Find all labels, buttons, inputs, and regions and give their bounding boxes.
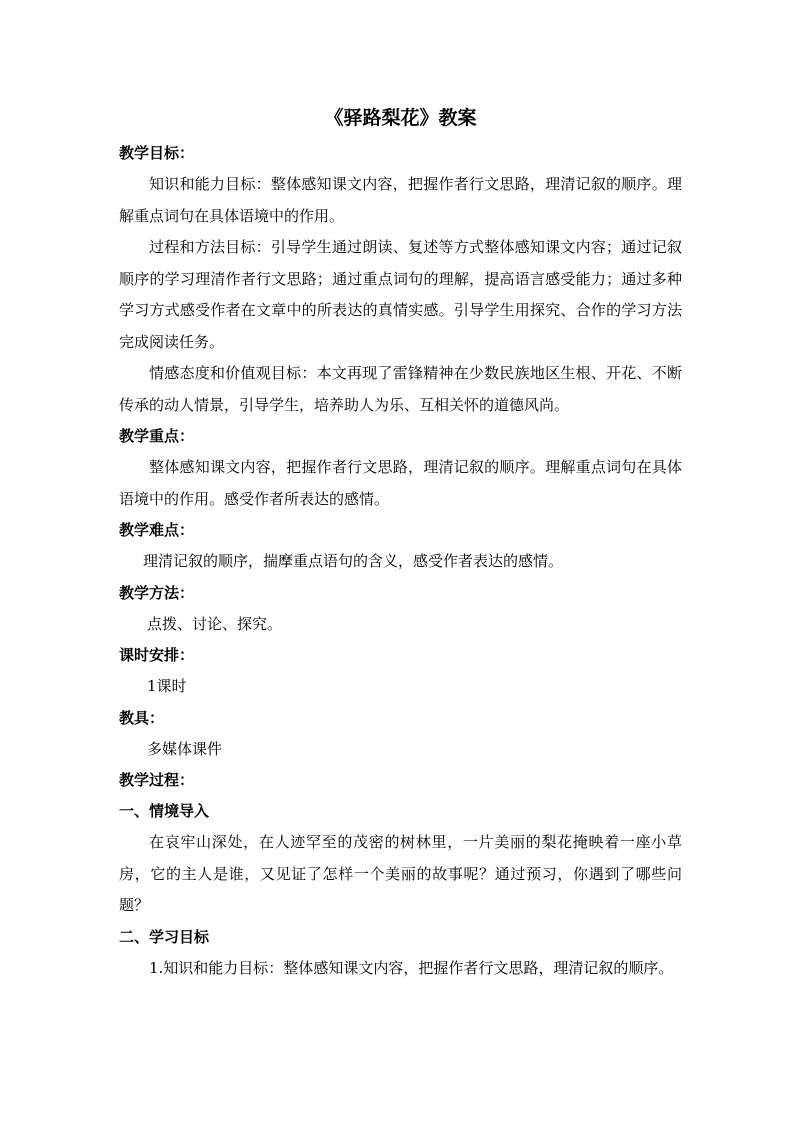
section-heading-process: 教学过程： bbox=[119, 771, 195, 789]
paragraph: 点拨、讨论、探究。 bbox=[147, 614, 283, 633]
paragraph: 在哀牢山深处，在人迹罕至的茂密的树林里，一片美丽的梨花掩映着一座小草房，它的主人是谁，又见证了怎样一个美丽的故事呢？通过预习，你遇到了哪些问题？ bbox=[119, 833, 682, 914]
section-heading-objectives: 教学目标： bbox=[119, 144, 195, 162]
document-title: 《驿路梨花》教案 bbox=[324, 107, 477, 129]
section-heading-key-points: 教学重点： bbox=[119, 427, 195, 445]
section-heading-schedule: 课时安排： bbox=[119, 646, 195, 664]
paragraph: 1.知识和能力目标：整体感知课文内容，把握作者行文思路，理清记叙的顺序。 bbox=[149, 958, 674, 977]
paragraph: 1课时 bbox=[147, 677, 187, 695]
section-heading-methods: 教学方法： bbox=[119, 583, 195, 602]
section-heading-difficulties: 教学难点： bbox=[119, 521, 195, 539]
paragraph: 过程和方法目标：引导学生通过朗读、复述等方式整体感知课文内容；通过记叙顺序的学习理清作者行文思路；通过重点词句的理解，提高语言感受能力；通过多种学习方式感受作者在文章中的所表达的真情实感。引导学生用探究、合作的学习方法完成阅读任务。 bbox=[119, 238, 682, 351]
section-heading-intro: 一、情境导入 bbox=[119, 802, 210, 820]
paragraph: 整体感知课文内容，把握作者行文思路，理清记叙的顺序。理解重点词句在具体语境中的作用。感受作者所表达的感情。 bbox=[119, 458, 682, 508]
section-heading-learning-goals: 二、学习目标 bbox=[119, 927, 210, 946]
paragraph: 情感态度和价值观目标：本文再现了雷锋精神在少数民族地区生根、开花、不断传承的动人情景，引导学生，培养助人为乐、互相关怀的道德风尚。 bbox=[119, 364, 682, 414]
paragraph: 知识和能力目标：整体感知课文内容，把握作者行文思路，理清记叙的顺序。理解重点词句在具体语境中的作用。 bbox=[119, 175, 682, 225]
section-heading-teaching-aids: 教具： bbox=[119, 708, 165, 727]
paragraph: 多媒体课件 bbox=[147, 739, 223, 758]
paragraph: 理清记叙的顺序，揣摩重点语句的含义，感受作者表达的感情。 bbox=[143, 552, 564, 570]
